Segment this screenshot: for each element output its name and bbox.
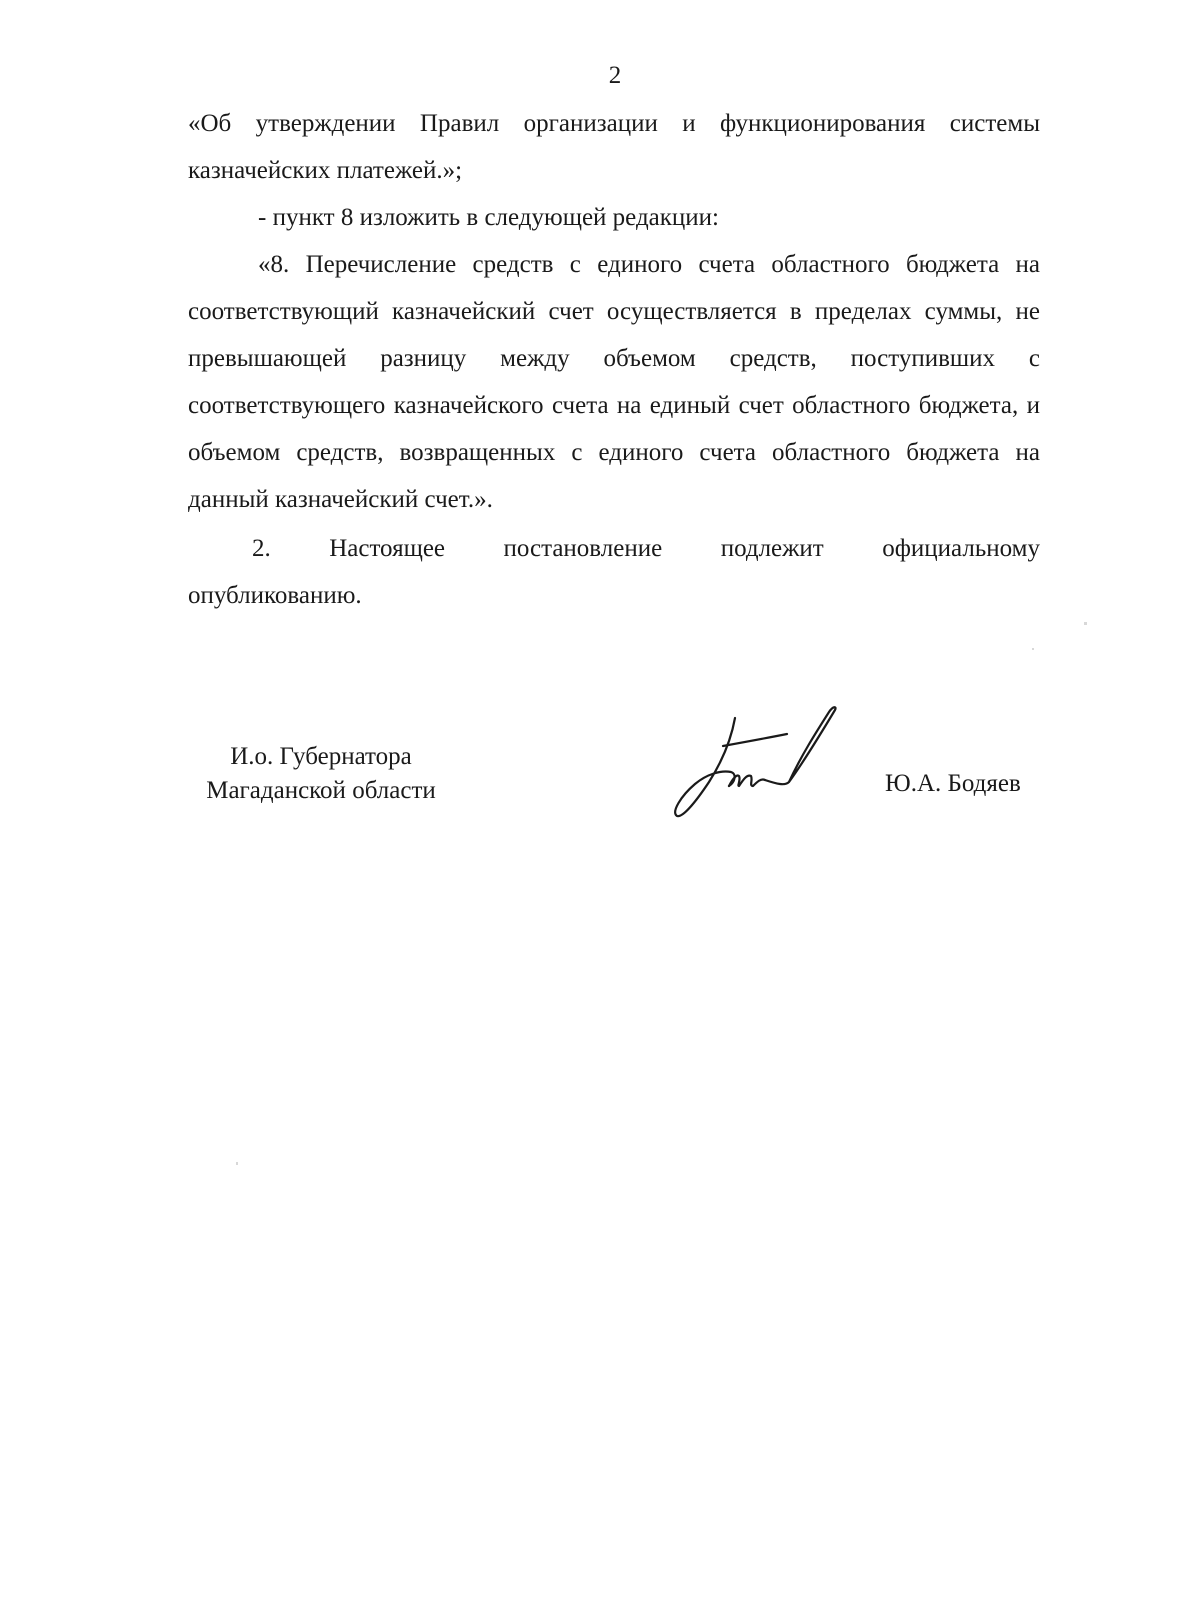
publication-word: Настоящее <box>329 535 446 562</box>
scan-speck <box>1084 622 1087 625</box>
paragraph-publication <box>188 525 1040 619</box>
paragraph-amendment-intro: - пункт 8 изложить в следующей редакции: <box>258 204 719 231</box>
scan-speck <box>236 1162 238 1165</box>
paragraph-publication-line2: опубликованию. <box>188 582 362 609</box>
signer-title <box>190 740 452 808</box>
publication-word: официальному <box>882 535 1040 562</box>
paragraph-publication-line1 <box>188 525 1040 572</box>
handwritten-signature <box>665 700 845 825</box>
publication-word: постановление <box>503 535 663 562</box>
document-body <box>188 100 1040 619</box>
signer-title-line1: И.о. Губернатора <box>230 743 412 770</box>
signer-title-line2: Магаданской области <box>206 777 436 804</box>
paragraph-point-8: «8. Перечисление средств с единого счета областного бюджета на соответствующий казначейский счет осуществляется в пределах суммы, не превышающей разницу между объемом средств, поступивших с соответствующего казначейского счета на единый счет областного бюджета, и объемом средств, возвращенных с единого счета областного бюджета на данный казначейский счет.». <box>188 251 1040 513</box>
paragraph-number: 2. <box>252 535 271 562</box>
signer-name: Ю.А. Бодяев <box>885 770 1021 797</box>
publication-word: подлежит <box>720 535 824 562</box>
paragraph-resolution-title: «Об утверждении Правил организации и функционирования системы казначейских платежей.»; <box>188 110 1040 184</box>
scan-speck <box>1032 648 1034 650</box>
page-number: 2 <box>608 62 622 89</box>
